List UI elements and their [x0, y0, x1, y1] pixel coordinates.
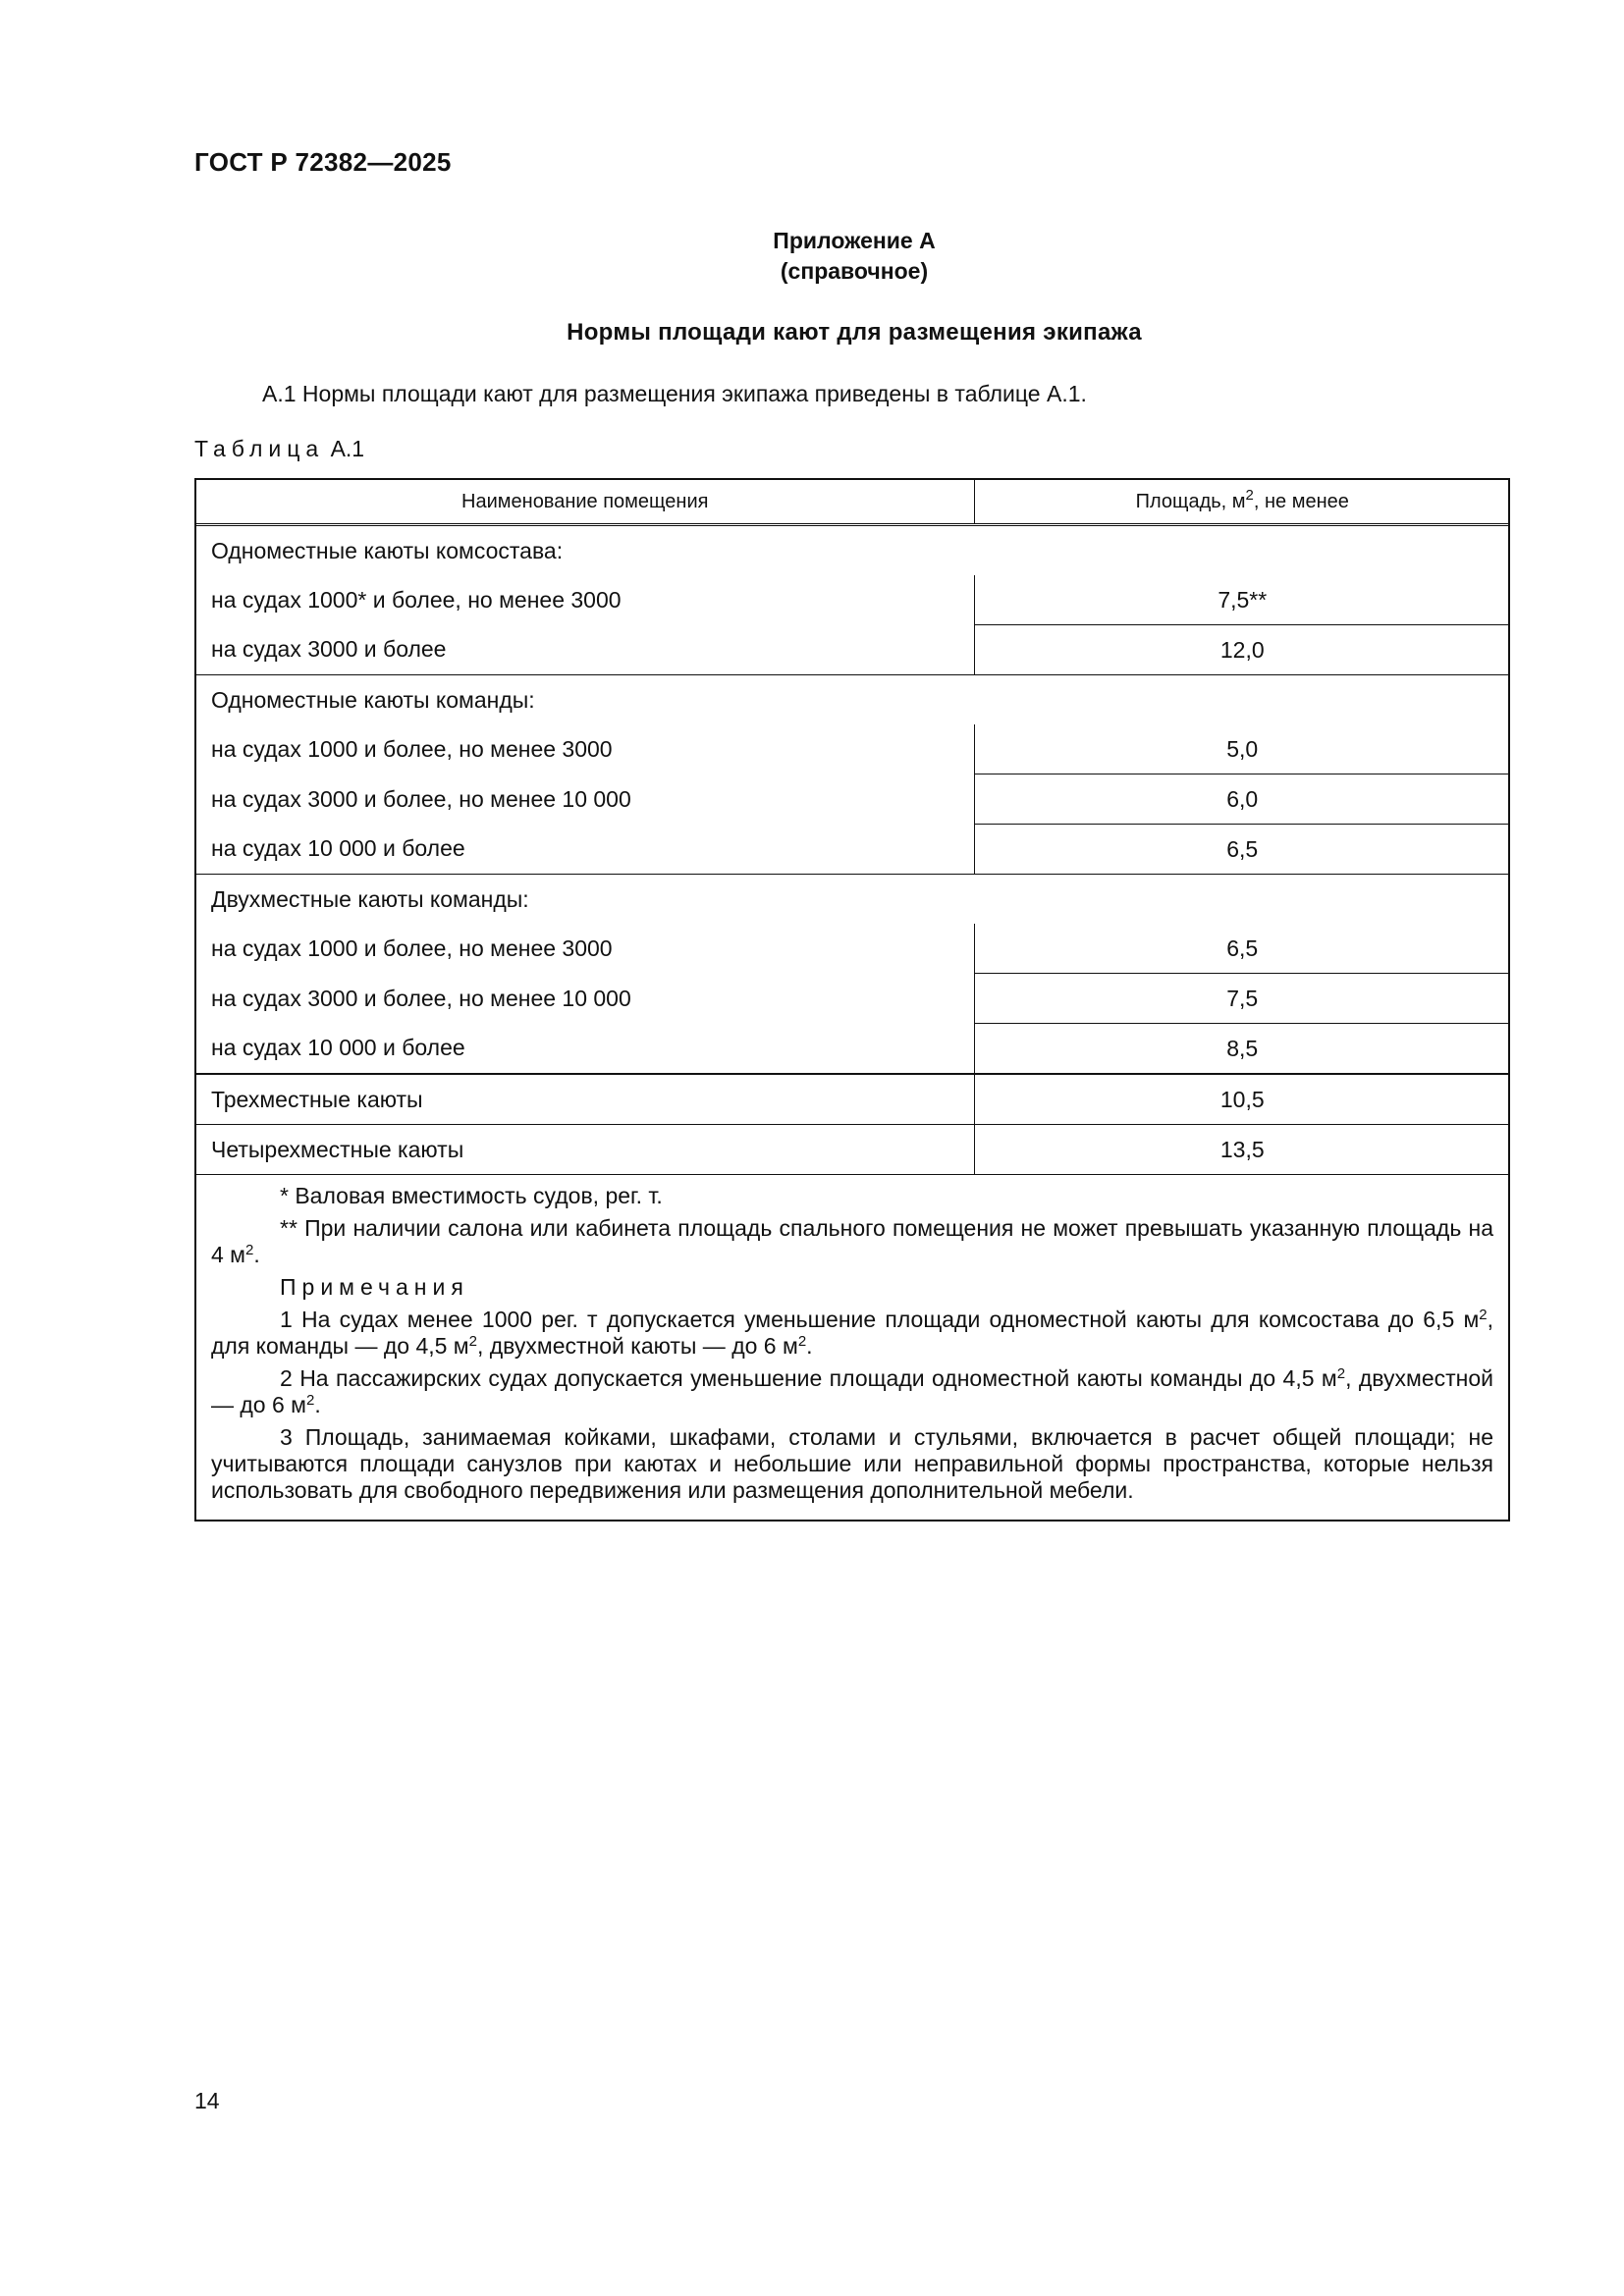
table-row — [196, 774, 1510, 825]
row-value: 7,5** — [974, 575, 1510, 625]
row-value: 10,5 — [974, 1074, 1510, 1125]
row-value: 6,5 — [974, 825, 1510, 875]
table-row — [196, 924, 1510, 974]
row-name: на судах 3000 и более, но менее 10 000 — [211, 785, 631, 812]
annex-status: (справочное) — [780, 258, 929, 284]
table-caption-word: Таблица — [194, 436, 325, 461]
footnote-2: ** При наличии салона или кабинета площадь спального помещения не может превышать указанную площадь на 4 $м^2$. — [211, 1215, 1493, 1267]
column-header-area: Площадь, $м^2$, не менее — [974, 480, 1510, 525]
table-row-triple — [196, 1074, 1510, 1125]
group-row-officers-single — [196, 525, 1510, 576]
annex-label: Приложение А — [773, 228, 936, 253]
note-3: 3 Площадь, занимаемая койками, шкафами, столами и стульями, включается в расчет общей площади; не учитываются площади санузлов при каютах и небольшие или неправильной формы пространства, которые нельзя использовать для свободного передвижения или размещения дополнительной мебели. — [211, 1424, 1493, 1503]
row-name: на судах 10 000 и более — [211, 835, 465, 862]
row-name: Трехместные каюты — [196, 1074, 974, 1125]
row-value: 12,0 — [974, 625, 1510, 675]
row-value: 6,5 — [974, 924, 1510, 974]
table-row — [196, 724, 1510, 774]
group-title: Двухместные каюты команды: — [196, 875, 1510, 925]
row-value: 7,5 — [974, 974, 1510, 1024]
row-value: 8,5 — [974, 1024, 1510, 1075]
row-value: 6,0 — [974, 774, 1510, 825]
group-title: Одноместные каюты команды: — [196, 675, 1510, 725]
table-header-row — [196, 480, 1510, 525]
table-body — [196, 480, 1510, 1174]
annex-title — [0, 226, 1624, 287]
row-name: на судах 10 000 и более — [211, 1035, 465, 1061]
row-name: на судах 3000 и более, но менее 10 000 — [211, 985, 631, 1011]
table-row — [196, 825, 1510, 875]
row-name: на судах 1000 и более, но менее 3000 — [211, 934, 613, 961]
table-row-quadruple — [196, 1125, 1510, 1175]
table-caption-number: А.1 — [324, 436, 365, 461]
intro-paragraph: А.1 Нормы площади кают для размещения экипажа приведены в таблице А.1. — [262, 381, 1087, 406]
row-value: 13,5 — [974, 1125, 1510, 1175]
note-2: 2 На пассажирских судах допускается уменьшение площади одноместной каюты команды до 4,5 $м^2$, двухместной — до 6 $м^2$. — [211, 1365, 1493, 1417]
row-name: на судах 3000 и более — [211, 636, 447, 663]
crew-cabin-area-table — [194, 478, 1510, 1522]
section-title: Нормы площади кают для размещения экипажа — [567, 319, 1142, 346]
group-row-crew-double — [196, 875, 1510, 925]
table-row — [196, 625, 1510, 675]
document-code: ГОСТ Р 72382—2025 — [194, 147, 452, 177]
column-header-room: Наименование помещения — [196, 480, 974, 525]
row-name: Четырехместные каюты — [196, 1125, 974, 1175]
group-row-crew-single — [196, 675, 1510, 725]
table-row — [196, 575, 1510, 625]
row-name: на судах 1000* и более, но менее 3000 — [211, 586, 622, 613]
group-title: Одноместные каюты комсостава: — [211, 537, 564, 563]
table-row — [196, 974, 1510, 1024]
row-name: на судах 1000 и более, но менее 3000 — [211, 735, 613, 762]
table-row — [196, 1024, 1510, 1075]
row-value: 5,0 — [974, 724, 1510, 774]
page-number: 14 — [194, 2088, 220, 2113]
note-1: 1 На судах менее 1000 рег. т допускается уменьшение площади одноместной каюты для комсостава до 6,5 $м^2$, для команды — до 4,5 $м^2$, двухместной каюты — до 6 $м^2$. — [211, 1307, 1493, 1359]
notes-heading: Примечания — [280, 1274, 469, 1300]
table-notes — [196, 1174, 1508, 1520]
table-caption — [194, 436, 364, 462]
footnote-1: * Валовая вместимость судов, рег. т. — [280, 1183, 663, 1208]
